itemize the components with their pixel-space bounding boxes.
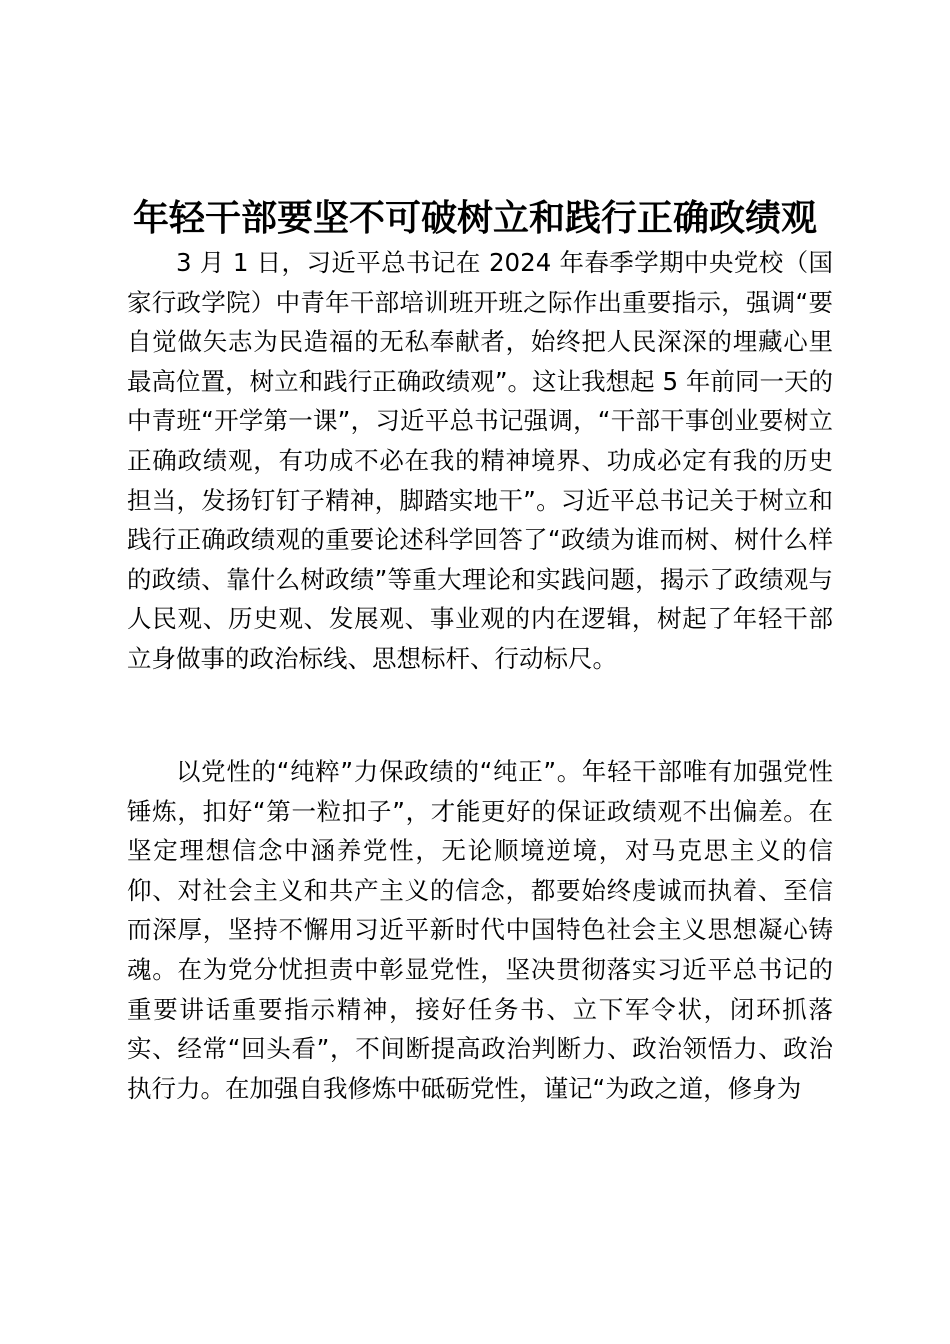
paragraph-1: 3 月 1 日，习近平总书记在 2024 年春季学期中央党校（国家行政学院）中青年干部培训班开班之际作出重要指示，强调“要自觉做矢志为民造福的无私奉献者，始终把人民深深的埋藏心里最高位置，树立和践行正确政绩观”。这让我想起 5 年前同一天的中青班“开学第一课”，习近平总书记强调，“干部干事创业要树立正确政绩观，有功成不必在我的精神境界、功成必定有我的历史担当，发扬钉钉子精神，脚踏实地干”。习近平总书记关于树立和践行正确政绩观的重要论述科学回答了“政绩为谁而树、树什么样的政绩、靠什么树政绩”等重大理论和实践问题，揭示了政绩观与人民观、历史观、发展观、事业观的内在逻辑，树起了年轻干部立身做事的政治标线、思想标杆、行动标尺。 bbox=[127, 248, 833, 673]
paragraph-2: 以党性的“纯粹”力保政绩的“纯正”。年轻干部唯有加强党性锤炼，扣好“第一粒扣子”，才能更好的保证政绩观不出偏差。在坚定理想信念中涵养党性，无论顺境逆境，对马克思主义的信仰、对社会主义和共产主义的信念，都要始终虔诚而执着、至信而深厚，坚持不懈用习近平新时代中国特色社会主义思想凝心铸魂。在为党分忧担责中彰显党性，坚决贯彻落实习近平总书记的重要讲话重要指示精神，接好任务书、立下军令状，闭环抓落实、经常“回头看”，不间断提高政治判断力、政治领悟力、政治执行力。在加强自我修炼中砥砺党性，谨记“为政之道，修身为 bbox=[127, 757, 833, 1103]
document-title: 年轻干部要坚不可破树立和践行正确政绩观 bbox=[132, 198, 817, 240]
